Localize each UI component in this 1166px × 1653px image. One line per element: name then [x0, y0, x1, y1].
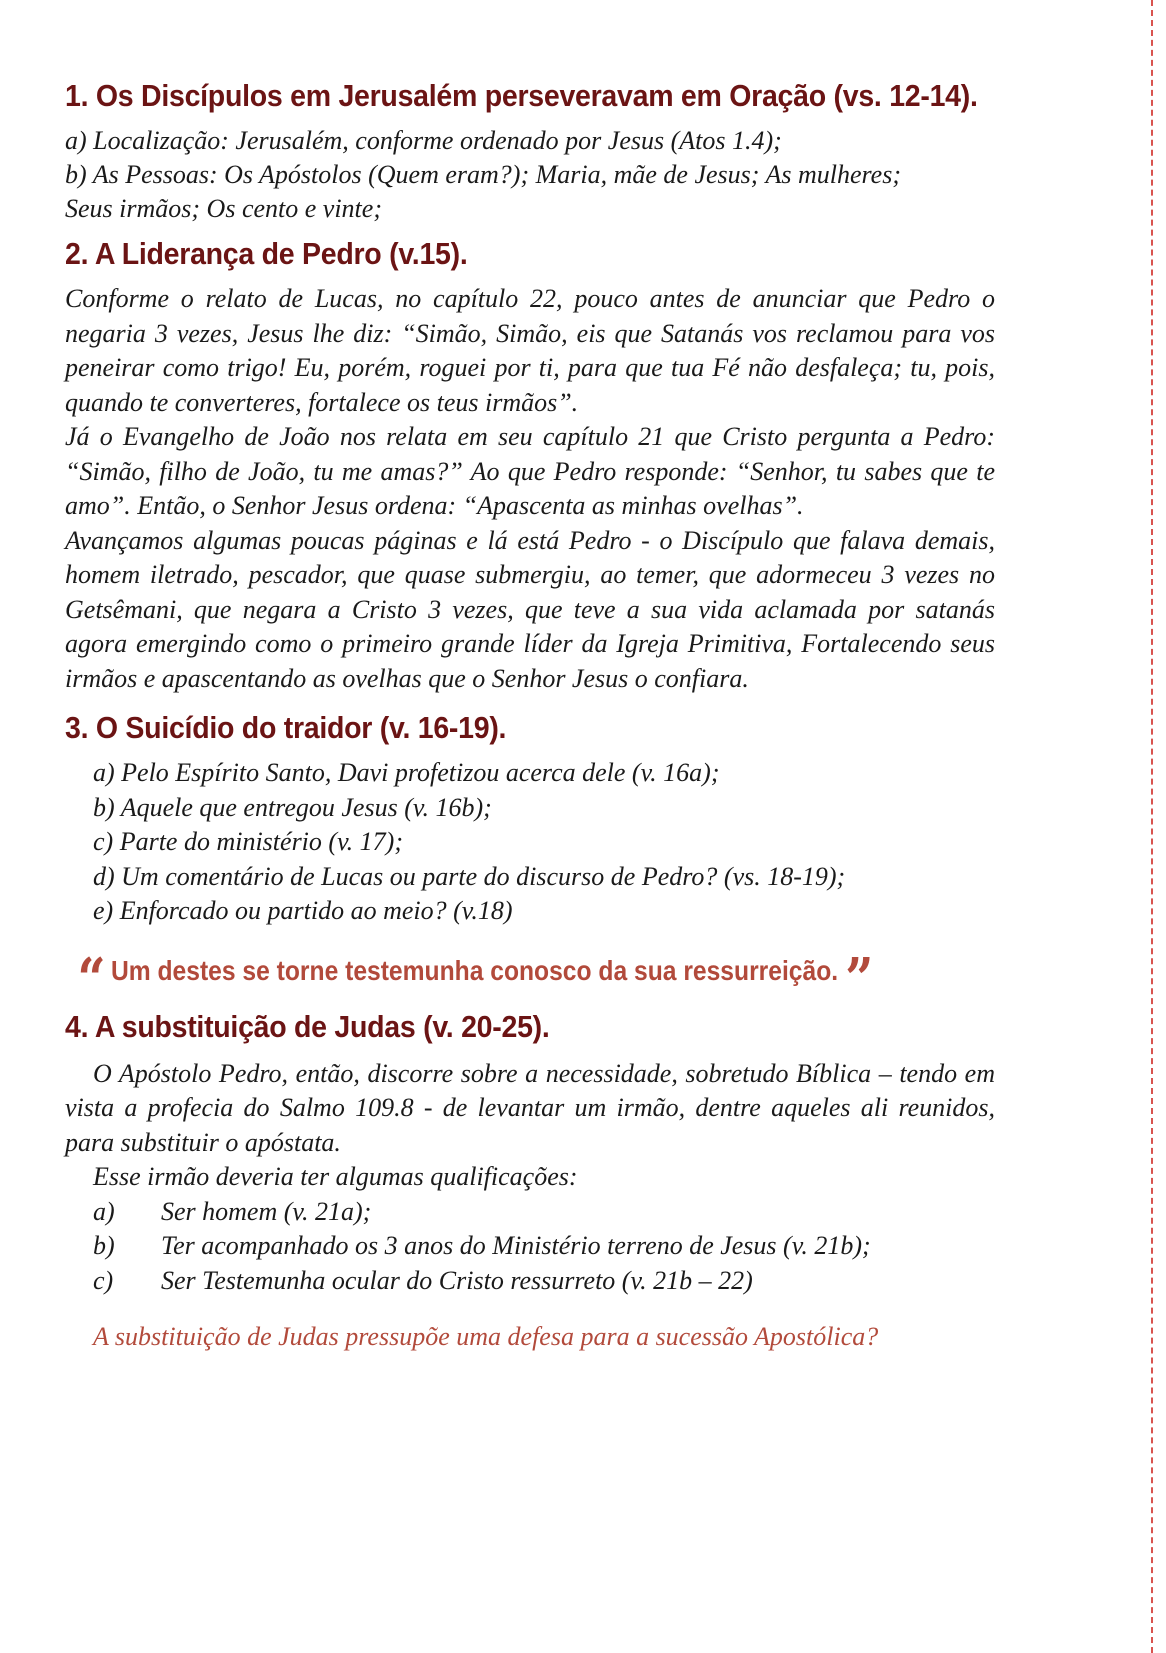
section-1-heading: 1. Os Discípulos em Jerusalém perseveravam em Oração (vs. 12-14).: [65, 78, 978, 113]
list-item-text: Ter acompanhado os 3 anos do Ministério terreno de Jesus (v. 21b);: [161, 1231, 871, 1260]
pull-quote-text: Um destes se torne testemunha conosco da sua ressurreição.: [110, 954, 839, 986]
section-2-paragraph: Já o Evangelho de João nos relata em seu capítulo 21 que Cristo pergunta a Pedro: “Simão, filho de João, tu me amas?” Ao que Pedro responde: “Senhor, tu sabes que te amo”. Então, o Senhor Jesus ordena: “Apascenta as minhas ovelhas”.: [65, 422, 995, 520]
dashed-cut-line: [1151, 0, 1153, 1653]
list-item: b) Aquele que entregou Jesus (v. 16b);: [93, 792, 492, 822]
section-4-intro: Esse irmão deveria ter algumas qualificações:: [93, 1162, 578, 1191]
list-item: [93, 1264, 995, 1299]
open-quote-icon: “: [77, 945, 106, 1012]
close-quote-icon: ”: [845, 945, 874, 1012]
section-1-line: b) As Pessoas: Os Apóstolos (Quem eram?); Maria, mãe de Jesus; As mulheres;: [65, 160, 901, 189]
qualifications-list: [65, 1195, 995, 1299]
page-content: [65, 70, 1050, 1352]
closing-question: A substituição de Judas pressupõe uma defesa para a sucessão Apostólica?: [93, 1322, 879, 1351]
section-4-body: [65, 1057, 995, 1353]
section-3-list: [65, 756, 1050, 929]
section-4-heading: 4. A substituição de Judas (v. 20-25).: [65, 1008, 550, 1044]
list-item-letter: b): [93, 1231, 115, 1260]
section-3-heading: 3. O Suicídio do traidor (v. 16-19).: [65, 710, 507, 745]
list-item-letter: a): [93, 1196, 115, 1226]
section-2-paragraph: Conforme o relato de Lucas, no capítulo 22, pouco antes de anunciar que Pedro o negaria 3 vezes, Jesus lhe diz: “Simão, Simão, eis que Satanás vos reclamou para vos peneirar como trigo! Eu, porém, roguei por ti, para que tua Fé não desfaleça; tu, pois, quando te converteres, fortalece os teus irmãos”.: [65, 284, 995, 417]
pull-quote: [65, 945, 932, 1012]
list-item: [93, 1195, 995, 1230]
list-item: a) Pelo Espírito Santo, Davi profetizou acerca dele (v. 16a);: [93, 758, 720, 787]
list-item: c) Parte do ministério (v. 17);: [93, 827, 403, 856]
section-2-heading: 2. A Liderança de Pedro (v.15).: [65, 236, 468, 271]
list-item-text: Ser Testemunha ocular do Cristo ressurreto (v. 21b – 22): [161, 1265, 753, 1295]
list-item: [93, 1229, 995, 1264]
section-4-paragraph: O Apóstolo Pedro, então, discorre sobre a necessidade, sobretudo Bíblica – tendo em vista a profecia do Salmo 109.8 - de levantar um irmão, dentre aqueles ali reunidos, para substituir o apóstata.: [65, 1058, 995, 1157]
list-item: e) Enforcado ou partido ao meio? (v.18): [93, 896, 513, 925]
section-1-line: Seus irmãos; Os cento e vinte;: [65, 194, 382, 223]
section-2-body: [65, 282, 995, 696]
list-item-letter: c): [93, 1265, 114, 1295]
section-1-body: [65, 124, 1050, 226]
list-item: d) Um comentário de Lucas ou parte do discurso de Pedro? (vs. 18-19);: [93, 861, 846, 891]
list-item-text: Ser homem (v. 21a);: [161, 1196, 372, 1226]
section-2-paragraph: Avançamos algumas poucas páginas e lá está Pedro - o Discípulo que falava demais, homem iletrado, pescador, que quase submergiu, ao temer, que adormeceu 3 vezes no Getsêmani, que negara a Cristo 3 vezes, que teve a sua vida aclamada por satanás agora emergindo como o primeiro grande líder da Igreja Primitiva, Fortalecendo seus irmãos e apascentando as ovelhas que o Senhor Jesus o confiara.: [65, 525, 995, 693]
section-1-line: a) Localização: Jerusalém, conforme ordenado por Jesus (Atos 1.4);: [65, 126, 782, 155]
